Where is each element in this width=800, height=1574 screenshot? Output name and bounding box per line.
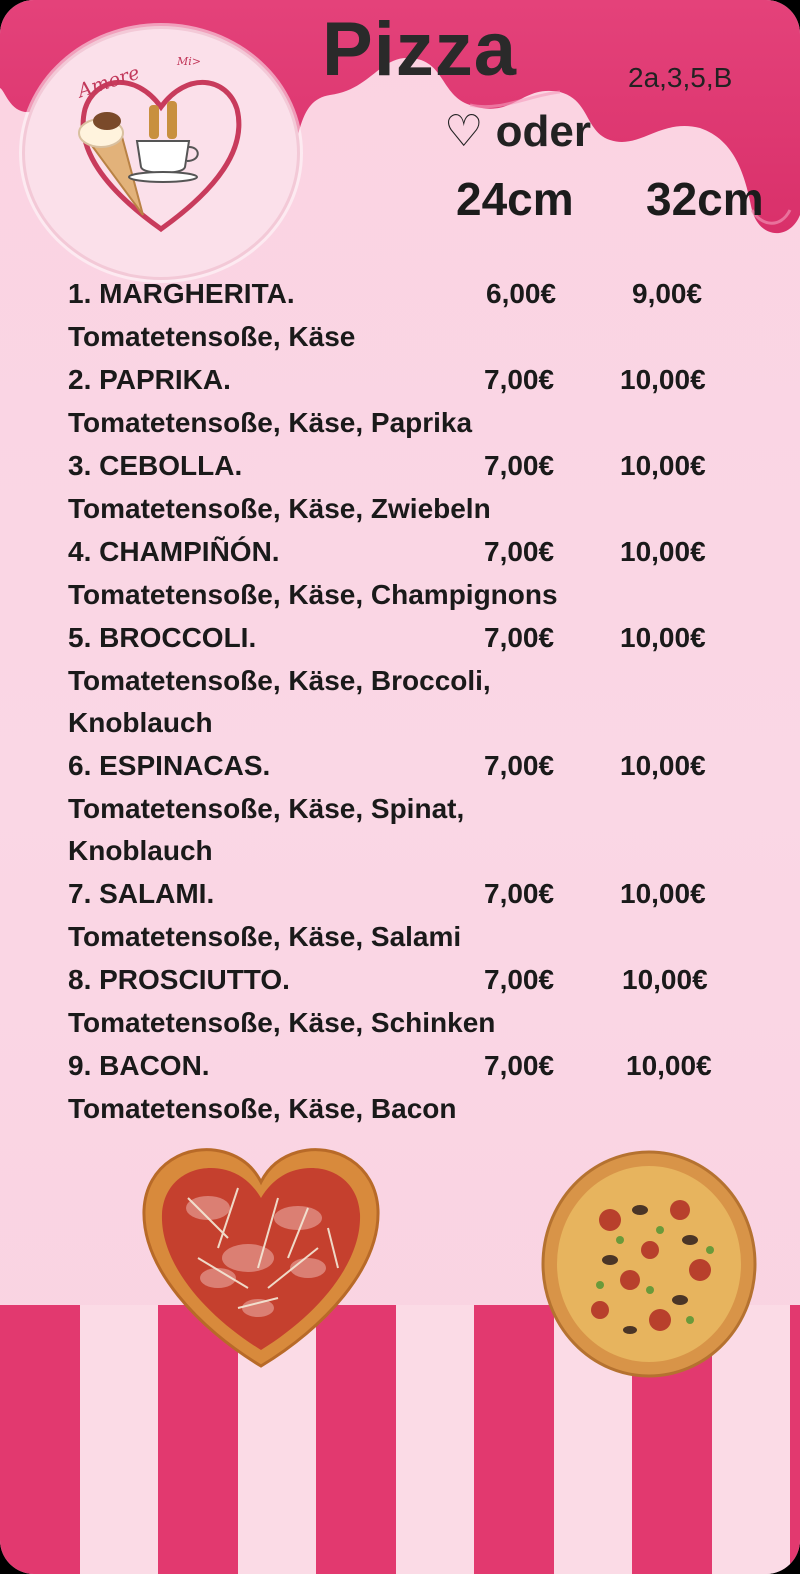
item-description: Tomatetensoße, Käse, Bacon (68, 1093, 457, 1124)
item-price-small: 7,00€ (484, 622, 555, 653)
item-name: 4. CHAMPIÑÓN. (68, 536, 280, 567)
item-price-large: 10,00€ (622, 964, 708, 995)
item-name: 1. MARGHERITA. (68, 278, 295, 309)
item-price-small: 7,00€ (484, 750, 555, 781)
size-large-header: 32cm (646, 173, 764, 225)
heart-or-label: ♡ oder (444, 107, 592, 156)
menu-item (68, 358, 768, 444)
item-price-small: 7,00€ (484, 964, 555, 995)
menu-item (68, 958, 768, 1044)
allergen-codes: 2a,3,5,B (628, 62, 733, 93)
item-price-large: 10,00€ (620, 536, 706, 567)
menu-item (68, 272, 768, 358)
item-description: Tomatetensoße, Käse, Salami (68, 921, 462, 952)
item-description: Tomatetensoße, Käse, Broccoli, Knoblauch (68, 665, 491, 738)
item-description: Tomatetensoße, Käse, Paprika (68, 407, 473, 438)
item-price-small: 7,00€ (484, 536, 555, 567)
item-price-large: 10,00€ (620, 364, 706, 395)
menu-list (68, 272, 768, 1130)
item-description: Tomatetensoße, Käse, Schinken (68, 1007, 496, 1038)
item-name: 6. ESPINACAS. (68, 750, 271, 781)
item-name: 9. BACON. (68, 1050, 210, 1081)
item-price-large: 10,00€ (620, 450, 706, 481)
menu-item (68, 744, 768, 872)
item-price-large: 10,00€ (626, 1050, 712, 1081)
item-description: Tomatetensoße, Käse, Champignons (68, 579, 558, 610)
logo-word-amore: Amore (75, 61, 143, 103)
round-pizza-image (540, 1150, 758, 1378)
item-name: 2. PAPRIKA. (68, 364, 231, 395)
item-price-small: 7,00€ (484, 878, 555, 909)
brand-logo (22, 26, 300, 280)
page-title: Pizza (322, 7, 518, 92)
item-price-large: 10,00€ (620, 622, 706, 653)
menu-item (68, 444, 768, 530)
size-small-header: 24cm (456, 173, 574, 225)
item-name: 8. PROSCIUTTO. (68, 964, 290, 995)
heart-logo-icon (25, 29, 297, 277)
item-price-small: 7,00€ (484, 450, 555, 481)
item-price-large: 10,00€ (620, 750, 706, 781)
logo-word-mi: Mi> (177, 55, 201, 68)
menu-item (68, 1044, 768, 1130)
item-price-small: 7,00€ (484, 364, 555, 395)
item-price-small: 6,00€ (486, 278, 557, 309)
item-price-small: 7,00€ (484, 1050, 555, 1081)
heart-pizza-image (138, 1138, 384, 1370)
item-name: 3. CEBOLLA. (68, 450, 243, 481)
item-description: Tomatetensoße, Käse, Zwiebeln (68, 493, 491, 524)
menu-item (68, 616, 768, 744)
item-description: Tomatetensoße, Käse, Spinat, Knoblauch (68, 793, 465, 866)
item-price-large: 9,00€ (632, 278, 703, 309)
item-description: Tomatetensoße, Käse (68, 321, 356, 352)
item-price-large: 10,00€ (620, 878, 706, 909)
menu-item (68, 530, 768, 616)
item-name: 5. BROCCOLI. (68, 622, 257, 653)
item-name: 7. SALAMI. (68, 878, 215, 909)
menu-item (68, 872, 768, 958)
